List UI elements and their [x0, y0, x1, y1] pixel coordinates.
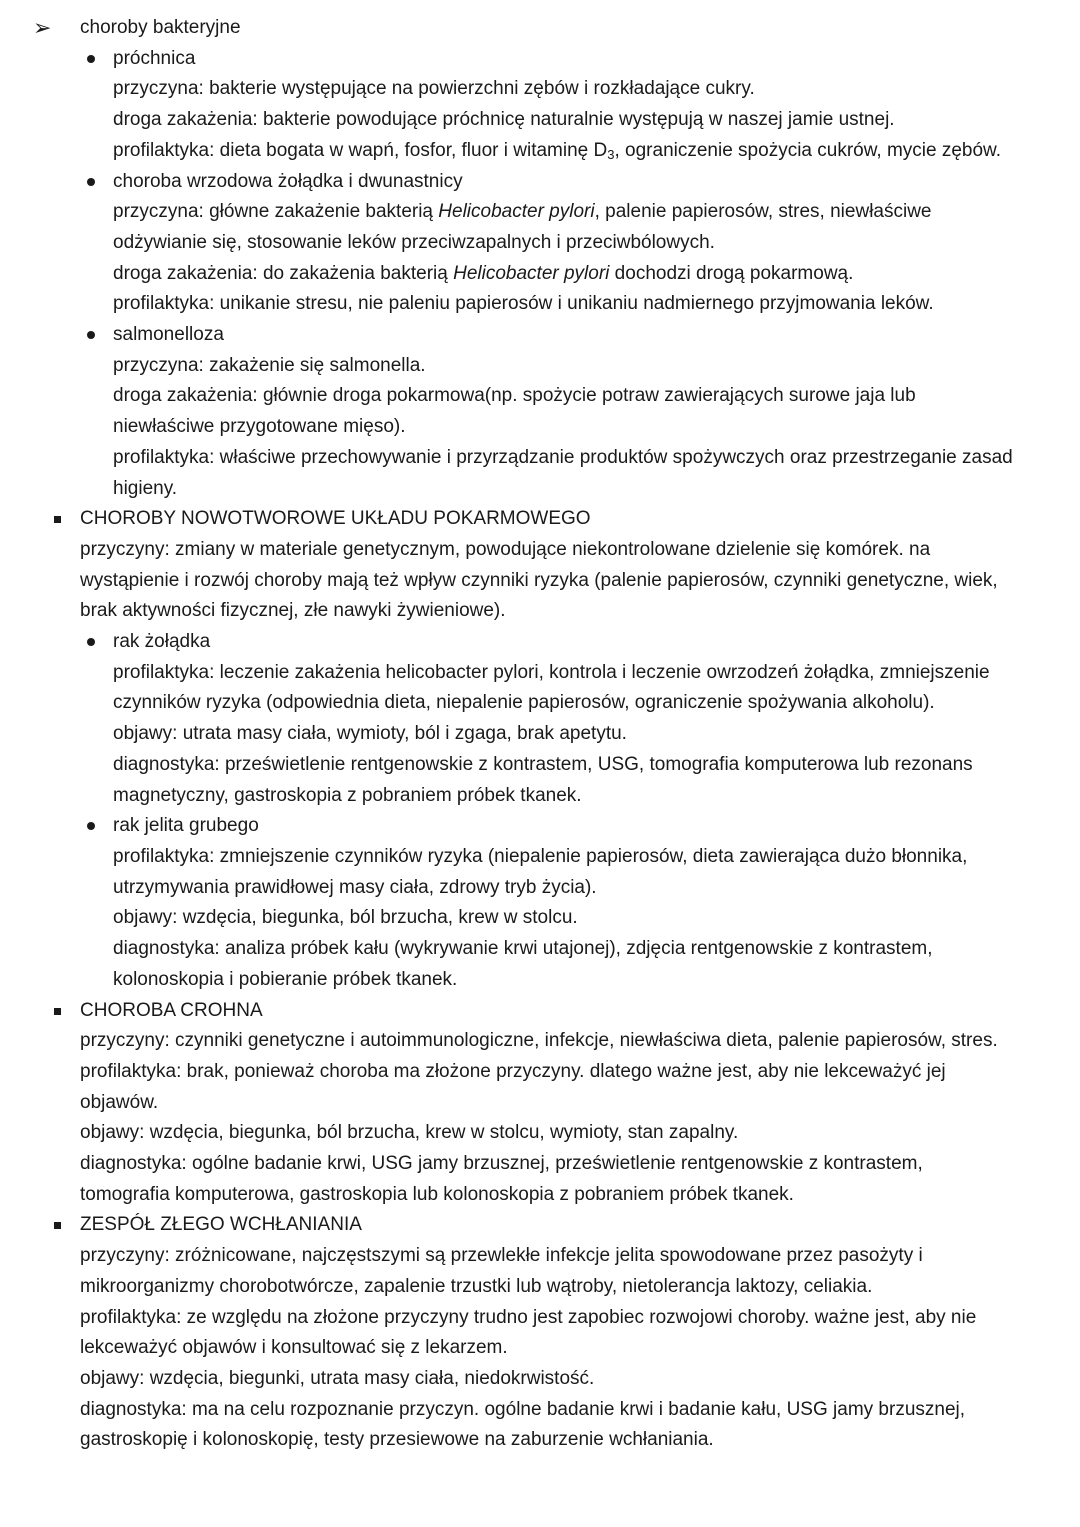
- text-line: utrzymywania prawidłowej masy ciała, zdrowy tryb życia).: [113, 876, 597, 898]
- text-line: diagnostyka: ogólne badanie krwi, USG jamy brzusznej, prześwietlenie rentgenowskie z kontrastem,: [80, 1153, 923, 1175]
- text-line: higieny.: [113, 477, 178, 499]
- list-item-title: rak jelita grubego: [0, 811, 1080, 842]
- text-line: profilaktyka: właściwe przechowywanie i przyrządzanie produktów spożywczych oraz przestrzeganie zasad: [113, 446, 1013, 468]
- square-bullet-icon: [54, 1008, 61, 1015]
- text-line: lekceważyć objawów i konsultować się z lekarzem.: [80, 1337, 508, 1359]
- text-line: tomografia komputerowa, gastroskopia lub kolonoskopia z pobraniem próbek tkanek.: [80, 1183, 794, 1205]
- heading-text: choroby bakteryjne: [80, 17, 241, 38]
- list-item-title: choroba wrzodowa żołądka i dwunastnicy: [0, 167, 1080, 198]
- text-line: przyczyna: główne zakażenie bakterią Helicobacter pylori, palenie papierosów, stres, niewłaściwe: [113, 201, 932, 223]
- round-bullet-icon: [87, 55, 95, 63]
- round-bullet-icon: [87, 638, 95, 646]
- text-line: profilaktyka: unikanie stresu, nie paleniu papierosów i unikaniu nadmiernego przyjmowania leków.: [113, 293, 934, 315]
- text-line: profilaktyka: zmniejszenie czynników ryzyka (niepalenie papierosów, dieta zawierająca dużo błonnika,: [113, 845, 968, 867]
- square-bullet-icon: [54, 1222, 61, 1229]
- text-line: diagnostyka: ma na celu rozpoznanie przyczyn. ogólne badanie krwi i badanie kału, USG jamy brzusznej,: [80, 1398, 966, 1420]
- text-line: brak aktywności fizycznej, złe nawyki żywieniowe).: [80, 600, 506, 622]
- text-line: profilaktyka: leczenie zakażenia helicobacter pylori, kontrola i leczenie owrzodzeń żołądka, zmniejszenie: [113, 661, 990, 683]
- text-line: diagnostyka: prześwietlenie rentgenowskie z kontrastem, USG, tomografia komputerowa lub rezonans: [113, 753, 973, 775]
- text-line: czynników ryzyka (odpowiednia dieta, niepalenie papierosów, ograniczenie spożywania alkoholu).: [113, 692, 935, 714]
- text-line: objawy: wzdęcia, biegunki, utrata masy ciała, niedokrwistość.: [80, 1367, 595, 1389]
- text-line: objawów.: [80, 1091, 159, 1113]
- text-line: profilaktyka: dieta bogata w wapń, fosfor, fluor i witaminę $D_3$, ograniczenie spożycia cukrów, mycie zębów.: [113, 139, 1001, 162]
- text-line: objawy: wzdęcia, biegunka, ból brzucha, krew w stolcu.: [113, 907, 578, 929]
- text-line: przyczyny: czynniki genetyczne i autoimmunologiczne, infekcje, niewłaściwa dieta, palenie papierosów, stres.: [80, 1030, 998, 1052]
- text-line: przyczyna: bakterie występujące na powierzchni zębów i rozkładające cukry.: [113, 78, 755, 100]
- section-heading-crohn: CHOROBA CROHNA: [0, 996, 1080, 1027]
- text-line: droga zakażenia: głównie droga pokarmowa(np. spożycie potraw zawierających surowe jaja lub: [113, 385, 916, 407]
- list-item-title: próchnica: [0, 44, 1080, 75]
- text-line: profilaktyka: brak, ponieważ choroba ma złożone przyczyny. dlatego ważne jest, aby nie lekceważyć jej: [80, 1060, 946, 1082]
- text-line: niewłaściwe przygotowane mięso).: [113, 416, 406, 438]
- text-line: profilaktyka: ze względu na złożone przyczyny trudno jest zapobiec rozwojowi choroby. ważne jest, aby nie: [80, 1306, 977, 1328]
- round-bullet-icon: [87, 178, 95, 186]
- document-page: [0, 13, 1080, 1456]
- list-item-title: rak żołądka: [0, 627, 1080, 658]
- text-line: objawy: utrata masy ciała, wymioty, ból i zgaga, brak apetytu.: [113, 723, 627, 745]
- text-line: przyczyna: zakażenie się salmonella.: [113, 354, 426, 376]
- text-line: droga zakażenia: do zakażenia bakterią Helicobacter pylori dochodzi drogą pokarmową.: [113, 262, 854, 284]
- text-line: przyczyny: zmiany w materiale genetycznym, powodujące niekontrolowane dzielenie się komórek. na: [80, 538, 931, 560]
- text-line: magnetyczny, gastroskopia z pobraniem próbek tkanek.: [113, 784, 582, 806]
- section-heading-cancer: CHOROBY NOWOTWOROWE UKŁADU POKARMOWEGO: [0, 504, 1080, 535]
- text-line: gastroskopię i kolonoskopię, testy przesiewowe na zaburzenie wchłaniania.: [80, 1429, 714, 1451]
- text-line: wystąpienie i rozwój choroby mają też wpływ czynniki ryzyka (palenie papierosów, czynniki genetyczne, wiek,: [80, 569, 998, 591]
- text-line: kolonoskopia i pobieranie próbek tkanek.: [113, 968, 458, 990]
- square-bullet-icon: [54, 516, 61, 523]
- section-heading-malabsorption: ZESPÓŁ ZŁEGO WCHŁANIANIA: [0, 1210, 1080, 1241]
- text-line: przyczyny: zróżnicowane, najczęstszymi są przewlekłe infekcje jelita spowodowane przez pasożyty i: [80, 1245, 923, 1267]
- text-line: mikroorganizmy chorobotwórcze, zapalenie trzustki lub wątroby, nietolerancja laktozy, celiakia.: [80, 1275, 873, 1297]
- text-line: droga zakażenia: bakterie powodujące próchnicę naturalnie występują w naszej jamie ustnej.: [113, 109, 895, 131]
- text-line: diagnostyka: analiza próbek kału (wykrywanie krwi utajonej), zdjęcia rentgenowskie z kontrastem,: [113, 938, 933, 960]
- arrow-bullet-icon: ➢: [33, 15, 52, 40]
- list-item-title: salmonelloza: [0, 320, 1080, 351]
- text-line: odżywianie się, stosowanie leków przeciwzapalnych i przeciwbólowych.: [113, 231, 715, 253]
- text-line: objawy: wzdęcia, biegunka, ból brzucha, krew w stolcu, wymioty, stan zapalny.: [80, 1122, 739, 1144]
- section-heading-bacterial: [0, 13, 1080, 44]
- round-bullet-icon: [87, 331, 95, 339]
- round-bullet-icon: [87, 822, 95, 830]
